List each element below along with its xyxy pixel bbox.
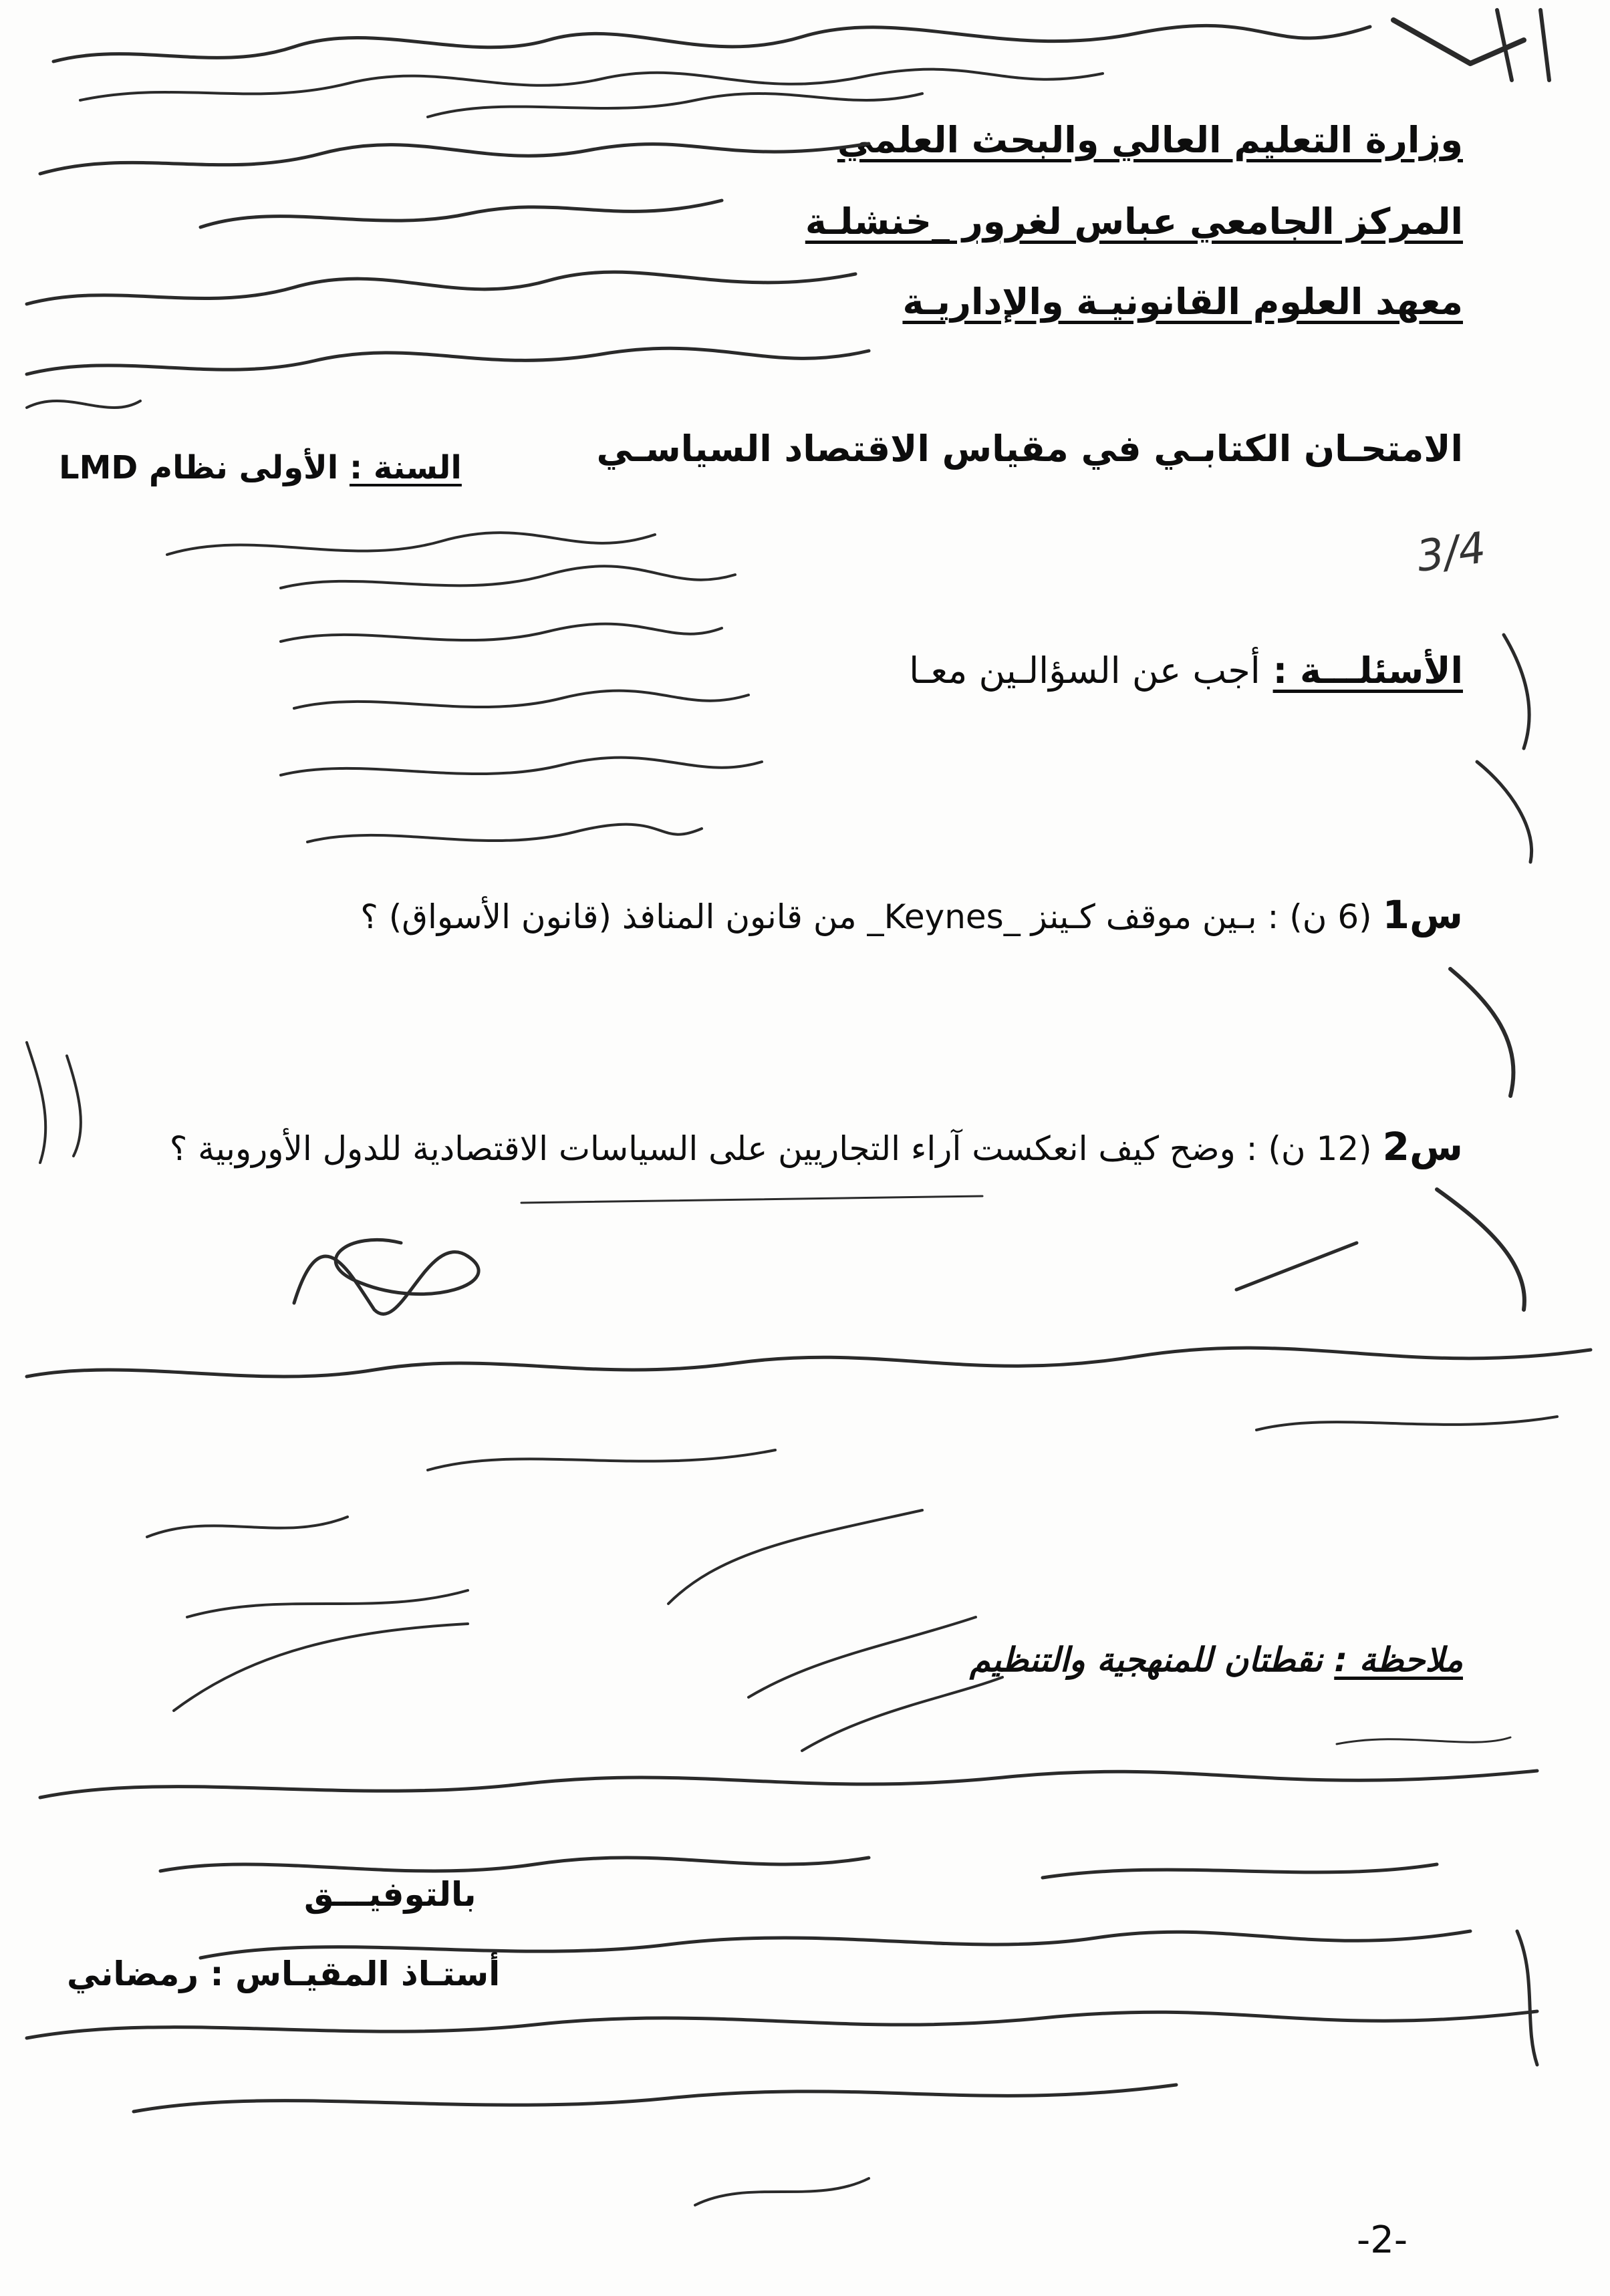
- page-number: -2-: [1357, 2218, 1408, 2262]
- note-label: ملاحظة :: [1334, 1640, 1463, 1679]
- question-2: [170, 1124, 1463, 1169]
- exam-year: [59, 449, 462, 486]
- question-2-number: س2: [1382, 1124, 1463, 1169]
- grading-note: [970, 1640, 1463, 1679]
- note-text: نقطتان للمنهجية والتنظيم: [969, 1640, 1323, 1679]
- questions-heading: [909, 650, 1463, 692]
- professor-name: أستـاذ المقيـاس : رمضاني: [67, 1955, 501, 1993]
- ministry-name: وزارة التعليم العالي والبحث العلمي: [837, 119, 1463, 161]
- question-1-number: س1: [1382, 892, 1463, 938]
- exam-title: الامتحـان الكتابـي في مقياس الاقتصاد السياسـي: [596, 428, 1463, 470]
- question-2-text: (12 ن) : وضح كيف انعكست آراء التجاريين على السياسات الاقتصادية للدول الأوروبية ؟: [169, 1129, 1372, 1168]
- year-label: السنة :: [349, 449, 462, 486]
- questions-heading-label: الأسئلـــة :: [1272, 650, 1463, 692]
- university-name: المركز الجامعي عباس لغرور _خنشلـة: [805, 200, 1463, 243]
- margin-fraction: 3/4: [1414, 523, 1489, 582]
- question-1-text: (6 ن) : بـين موقف كـينز _Keynes_ من قانون المنافذ (قانون الأسواق) ؟: [360, 897, 1372, 936]
- closing-wish: بالتوفيـــق: [304, 1875, 477, 1914]
- year-value: الأولى نظام LMD: [59, 449, 339, 486]
- institute-name: معهد العلوم القانونيـة والإداريـة: [902, 281, 1463, 323]
- questions-heading-text: أجب عن السؤالـين معـا: [909, 650, 1260, 692]
- question-1: [360, 892, 1463, 938]
